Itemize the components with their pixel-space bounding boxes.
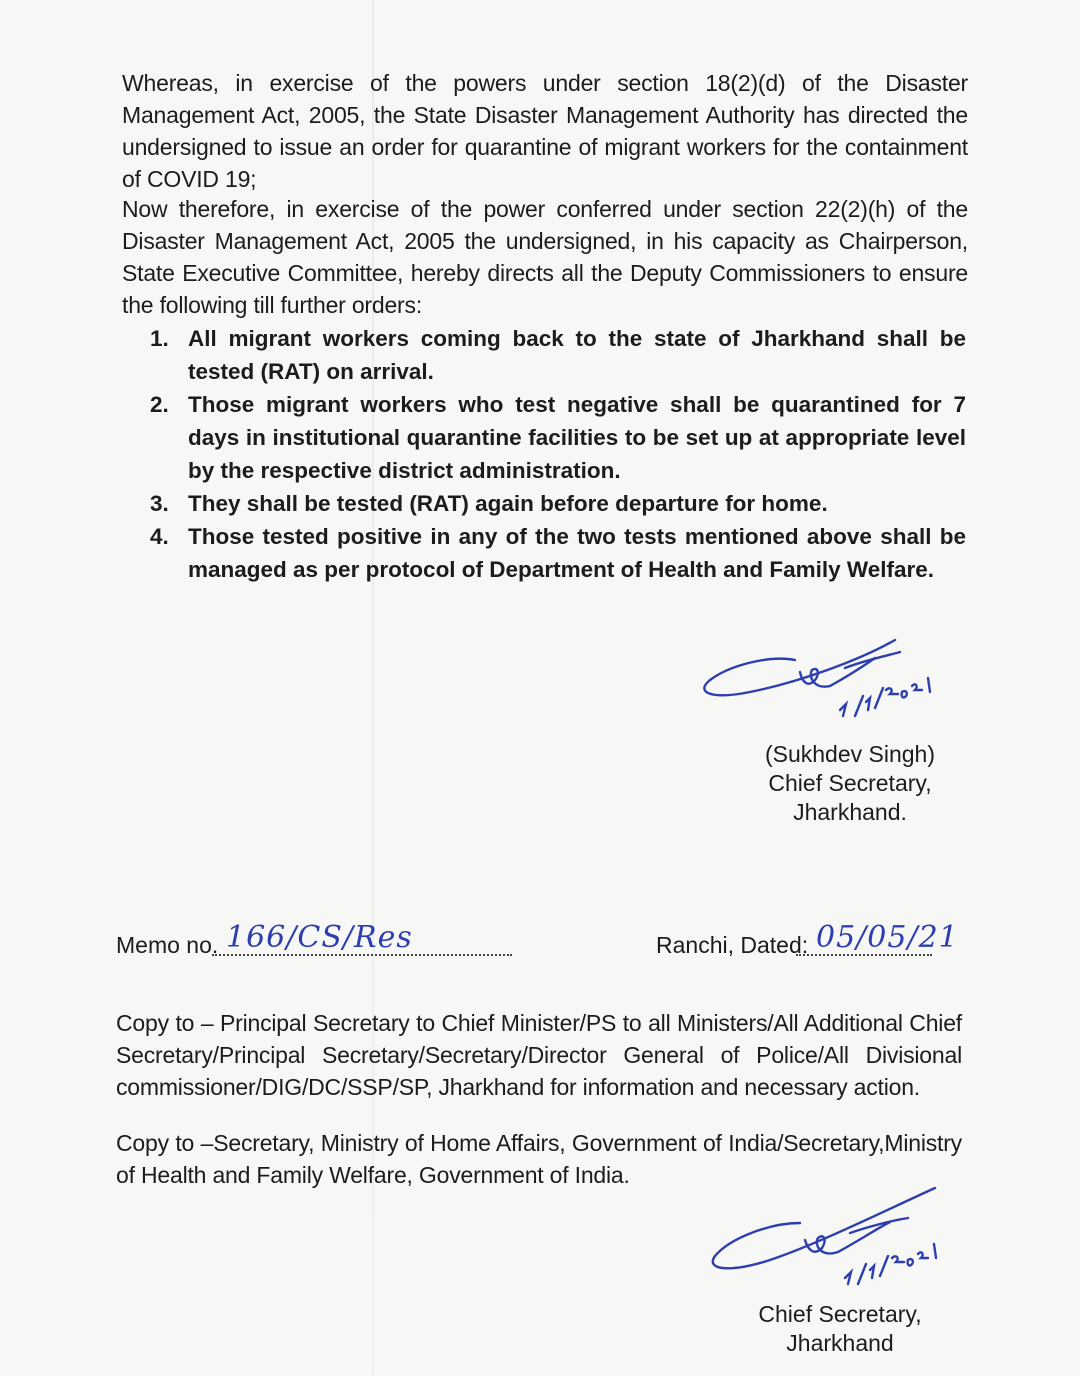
order-item <box>150 322 966 388</box>
date-handwritten: 05/05/21 <box>816 920 959 955</box>
order-number: 2. <box>150 392 169 417</box>
memo-label: Memo no. <box>116 932 219 958</box>
dated-label: Ranchi, Dated: <box>656 932 809 958</box>
signatory-state: Jharkhand. <box>793 799 907 825</box>
signatory-state: Jharkhand <box>786 1330 894 1356</box>
memo-row <box>116 922 966 962</box>
orders-list <box>150 322 966 586</box>
order-number: 4. <box>150 524 169 549</box>
order-text: They shall be tested (RAT) again before departure for home. <box>188 491 828 516</box>
order-number: 1. <box>150 326 169 351</box>
order-text: Those migrant workers who test negative shall be quarantined for 7 days in institutional quarantine facilities to be set up at appropriate level by the respective district administration. <box>188 392 966 483</box>
signatory-title: Chief Secretary, <box>758 1301 922 1327</box>
signatory-name: (Sukhdev Singh) <box>764 741 936 767</box>
signatory-block <box>730 1300 950 1358</box>
copy-to-paragraph-1: Copy to – Principal Secretary to Chief Minister/PS to all Ministers/All Additional Chief Secretary/Principal Secretary/Secretary/Director General of Police/All Divisional commissioner/DIG/DC/SSP/SP, Jharkhand for information and necessary action. <box>116 1010 962 1100</box>
order-number: 3. <box>150 491 169 516</box>
order-text: Those tested positive in any of the two tests mentioned above shall be managed as per protocol of Department of Health and Family Welfare. <box>188 524 966 582</box>
paragraph-now-therefore: Now therefore, in exercise of the power conferred under section 22(2)(h) of the Disaster Management Act, 2005 the undersigned, in his capacity as Chairperson, State Executive Committee, hereby directs all the Deputy Commissioners to ensure the following till further orders: <box>122 196 968 318</box>
paragraph-whereas: Whereas, in exercise of the powers under section 18(2)(d) of the Disaster Management Act, 2005, the State Disaster Management Authority has directed the undersigned to issue an order for quarantine of migrant workers for the containment of COVID 19; <box>122 70 968 192</box>
order-item <box>150 520 966 586</box>
order-item <box>150 487 966 520</box>
handwritten-signature <box>690 620 960 730</box>
handwritten-signature <box>700 1178 970 1298</box>
order-item <box>150 388 966 487</box>
order-text: All migrant workers coming back to the state of Jharkhand shall be tested (RAT) on arrival. <box>188 326 966 384</box>
signatory-title: Chief Secretary, <box>768 770 932 796</box>
memo-number-handwritten: 166/CS/Res <box>226 920 413 955</box>
copy-to-paragraph-2: Copy to –Secretary, Ministry of Home Affairs, Government of India/Secretary,Ministry of Health and Family Welfare, Government of India. <box>116 1130 962 1188</box>
signatory-block <box>740 740 960 827</box>
